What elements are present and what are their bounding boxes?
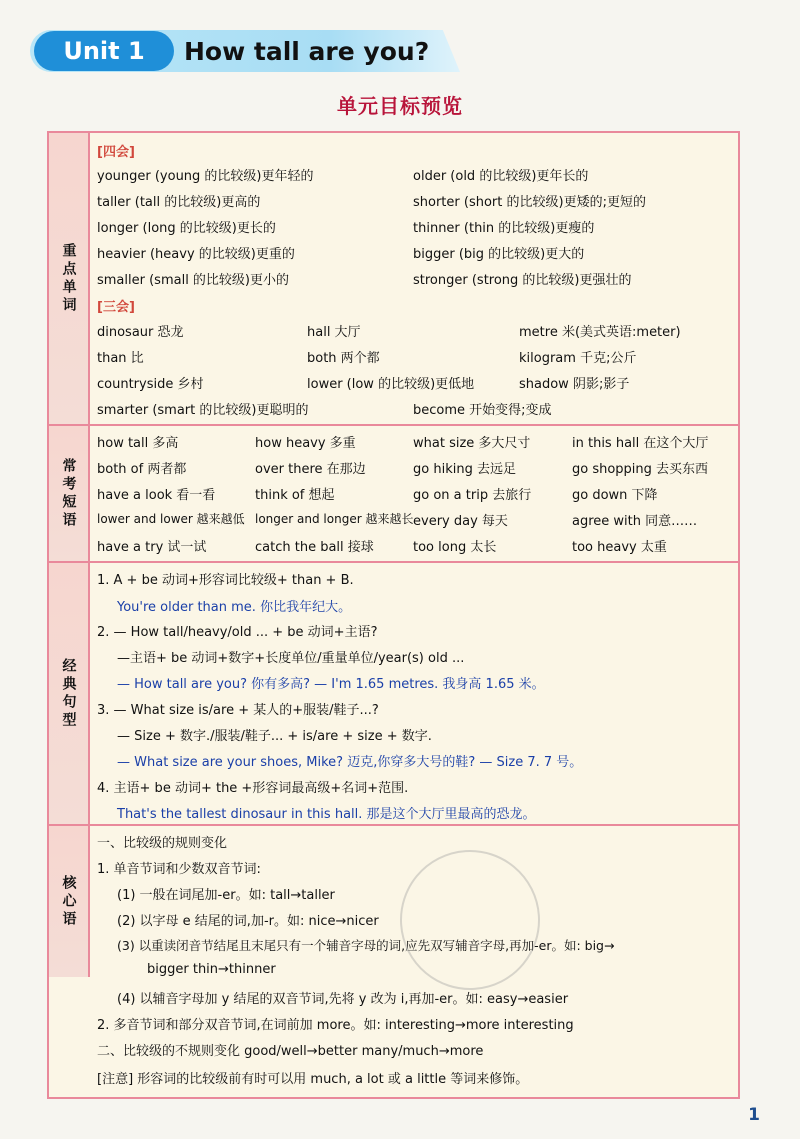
page-number: 1 [748,1105,760,1125]
phrase-item: go on a trip 去旅行 [413,488,532,503]
sentences-side [49,563,90,824]
grammar-line: 一、比较级的规则变化 [97,836,228,851]
grammar-line: 1. 单音节词和少数双音节词: [97,862,261,877]
grammar-line: (4) 以辅音字母加 y 结尾的双音节词,先将 y 改为 i,再加-er。如: easy→easier [117,992,569,1007]
sentence-pattern: 1. A + be 动词+形容词比较级+ than + B. [97,573,354,588]
sentence-pattern: 4. 主语+ be 动词+ the +形容词最高级+名词+范围. [97,781,409,796]
sentence-pattern: 2. — How tall/heavy/old ... + be 动词+主语? [97,625,378,640]
preview-table [47,131,740,1099]
sentences-content [97,563,732,824]
sentence-pattern: 3. — What size is/are + 某人的+服装/鞋子...? [97,703,379,718]
word-item: than 比 [97,351,144,366]
phrase-item: how heavy 多重 [255,436,356,451]
sentence-example: — What size are your shoes, Mike? 迈克,你穿多大号的鞋? — Size 7. 7 号。 [117,755,583,770]
phrases-side [49,426,90,561]
phrase-item: over there 在那边 [255,462,366,477]
sentence-example: That's the tallest dinosaur in this hall. 那是这个大厅里最高的恐龙。 [117,807,536,822]
phrase-item: think of 想起 [255,488,335,503]
word-item: become 开始变得;变成 [413,403,552,418]
phrase-item: too heavy 太重 [572,540,667,555]
phrases-content [97,426,732,561]
phrase-item: too long 太长 [413,540,497,555]
word-item: bigger (big 的比较级)更大的 [413,247,585,262]
phrase-item: catch the ball 接球 [255,540,374,555]
grammar-line: 2. 多音节词和部分双音节词,在词前加 more。如: interesting→more interesting [97,1018,574,1033]
phrase-item: longer and longer 越来越长 [255,512,414,526]
phrase-item: agree with 同意…… [572,514,698,529]
word-item: hall 大厅 [307,325,361,340]
grammar-line: bigger thin→thinner [147,962,276,977]
word-item: shadow 阴影;影子 [519,377,630,392]
word-item: shorter (short 的比较级)更矮的;更短的 [413,195,646,210]
grammar-side-label: 核心语 [60,874,77,929]
grammar-line: 二、比较级的不规则变化 good/well→better many/much→more [97,1044,484,1059]
phrase-item: go shopping 去买东西 [572,462,709,477]
word-item: countryside 乡村 [97,377,204,392]
grammar-row [49,826,738,1097]
unit-label: Unit 1 [34,31,174,71]
sentence-example: You're older than me. 你比我年纪大。 [117,600,352,615]
word-item: lower (low 的比较级)更低地 [307,377,475,392]
phrase-item: how tall 多高 [97,436,179,451]
four-tag: [四会] [97,145,135,160]
word-item: older (old 的比较级)更年长的 [413,169,589,184]
phrases-row [49,426,738,563]
sentence-pattern: —主语+ be 动词+数字+长度单位/重量单位/year(s) old ... [117,651,465,666]
unit-title: How tall are you? [184,36,430,66]
words-row [49,133,738,426]
word-item: thinner (thin 的比较级)更瘦的 [413,221,595,236]
sentences-side-label: 经典句型 [60,657,77,730]
words-side [49,133,90,424]
word-item: longer (long 的比较级)更长的 [97,221,276,236]
word-item: both 两个都 [307,351,380,366]
phrase-item: what size 多大尺寸 [413,436,531,451]
sentences-row [49,563,738,826]
sentence-pattern: — Size + 数字./服装/鞋子... + is/are + size + 数字. [117,729,432,744]
phrase-item: go hiking 去远足 [413,462,516,477]
grammar-line: [注意] 形容词的比较级前有时可以用 much, a lot 或 a little 等词来修饰。 [97,1072,529,1087]
words-side-label: 重点单词 [60,242,77,315]
phrases-side-label: 常考短语 [60,457,77,530]
grammar-side [49,826,90,977]
word-item: dinosaur 恐龙 [97,325,184,340]
phrase-item: in this hall 在这个大厅 [572,436,709,451]
word-item: stronger (strong 的比较级)更强壮的 [413,273,632,288]
word-item: taller (tall 的比较级)更高的 [97,195,261,210]
phrase-item: every day 每天 [413,514,508,529]
grammar-line: (2) 以字母 e 结尾的词,加-r。如: nice→nicer [117,914,379,929]
phrase-item: have a look 看一看 [97,488,216,503]
phrase-item: both of 两者都 [97,462,187,477]
word-item: smarter (smart 的比较级)更聪明的 [97,403,309,418]
grammar-line: (3) 以重读闭音节结尾且末尾只有一个辅音字母的词,应先双写辅音字母,再加-er。如: big→ [117,938,615,953]
word-item: metre 米(美式英语:meter) [519,325,681,340]
phrase-item: lower and lower 越来越低 [97,512,245,526]
grammar-line: (1) 一般在词尾加-er。如: tall→taller [117,888,335,903]
word-item: smaller (small 的比较级)更小的 [97,273,290,288]
three-tag: [三会] [97,300,135,315]
phrase-item: go down 下降 [572,488,658,503]
sentence-example: — How tall are you? 你有多高? — I'm 1.65 metres. 我身高 1.65 米。 [117,677,545,692]
section-title: 单元目标预览 [337,94,463,118]
phrase-item: have a try 试一试 [97,540,207,555]
words-content [97,133,732,424]
word-item: heavier (heavy 的比较级)更重的 [97,247,295,262]
word-item: kilogram 千克;公斤 [519,351,637,366]
word-item: younger (young 的比较级)更年轻的 [97,169,314,184]
